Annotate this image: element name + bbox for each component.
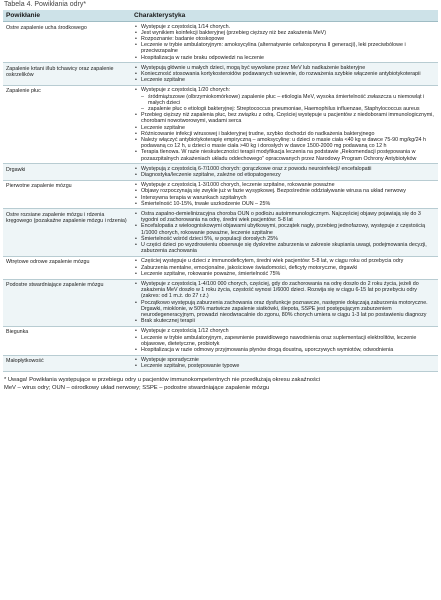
list-item: • Konieczność stosowania kortykosteroidów podawanych wziewnie, do rozważenia szybkie włączenie antybiotykoterapii (134, 71, 435, 77)
characteristics-list (134, 65, 435, 84)
complication-characteristics (131, 63, 438, 86)
complication-characteristics (131, 180, 438, 209)
list-item: • Występują głównie u małych dzieci, mogą być wywołane przez MeV lub nadkażenie bakteryjne (134, 65, 435, 71)
list-item: • Leczenie szpitalne, rokowanie poważne, śmiertelność 75% (134, 271, 435, 277)
header-complication: Powikłanie (3, 10, 131, 22)
complication-name: Zapalenie krtani i/lub tchawicy oraz zapalenie oskrzelików (3, 63, 131, 86)
complication-characteristics (131, 326, 438, 355)
list-item: • Hospitalizacja w razie odmowy przyjmowania płynów drogą doustną, uporczywych wymiotów, odwodnienia (134, 347, 435, 353)
list-item: • Encefalopatia z wieloogniskowymi objawami ubytkowymi, początek nagły, przebieg jednofazowy, występuje z częstością 1/1000 chorych, rokowanie poważne, leczenie szpitalne (134, 223, 435, 235)
complication-name: Wtrętowe odrowe zapalenie mózgu (3, 256, 131, 279)
table-row (3, 180, 438, 209)
sub-list-item: – zapalenie płuc o etiologii bakteryjnej: Streptococcus pneumoniae, Haemophilus influenzae, Staphylococcus aureus (134, 106, 435, 112)
list-item: • Brak skutecznej terapii (134, 318, 435, 324)
table-caption: Tabela 4. Powikłania odry* (4, 1, 87, 8)
characteristics-list (134, 328, 435, 353)
table-row (3, 85, 438, 163)
table-row (3, 209, 438, 256)
list-item: • Śmiertelność 10-15%, trwałe uszkodzenie OUN – 25% (134, 201, 435, 207)
list-item: • Występuje z częstością 1/14 chorych. (134, 24, 435, 30)
complication-characteristics (131, 209, 438, 256)
complication-name: Podostre stwardniające zapalenie mózgu (3, 279, 131, 326)
list-item: • Występuje z częstością 1-4/100 000 chorych, częściej, gdy do zachorowania na odrę doszło do 2 roku życia, jeżeli do zakażenia MeV doszło w 1 roku życia, częstość wynosi 1/6000 dzieci. Rozwija się w ciągu 6-15 lat po przebyciu odry (zakres: od 1 m.ż. do 27 r.ż.) (134, 281, 435, 300)
list-item: • Jest wynikiem koinfekcji bakteryjnej (przebieg cięższy niż bez zakażenia MeV) (134, 30, 435, 36)
sub-list-item: – śródmiąższowe (olbrzymiokomórkowe) zapalenie płuc – etiologia MeV, wysoka śmiertelność zwłaszcza u niemowląt i małych dzieci (134, 94, 435, 106)
footnote-abbreviations: MeV – wirus odry; OUN – ośrodkowy układ nerwowy; SSPE – podostre stwardniające zapalenie mózgu (4, 384, 270, 391)
table-row (3, 326, 438, 355)
complication-name: Pierwotne zapalenie mózgu (3, 180, 131, 209)
list-item: • Występuje z częstością 1/12 chorych (134, 328, 435, 334)
characteristics-list (134, 357, 435, 369)
list-item: • Terapia tlenowa. W razie nieskuteczności terapii modyfikacja leczenia na podstawie „Rekomendacji postępowania w pozaszpitalnych zakażeniach układu oddechowego” opracowanych przez Narodowy Program Ochrony Antybiotyków (134, 149, 435, 161)
footnote-immunocompetent: * Uwaga! Powikłania występujące w przebiegu odry u pacjentów immunokompetentnych nie przedłużają okresu zakaźności (4, 377, 321, 384)
characteristics-list (134, 24, 435, 61)
table-row (3, 256, 438, 279)
table-row (3, 164, 438, 180)
list-item: • Śmiertelność wśród dzieci 5%, w populacji dorosłych 25% (134, 236, 435, 242)
characteristics-list (134, 87, 435, 161)
list-item: • Różnicowanie infekcji wirusowej i bakteryjnej trudne, szybko dochodzi do nadkażenia bakteryjnego (134, 131, 435, 137)
complication-characteristics (131, 279, 438, 326)
list-item: • Występuje sporadycznie (134, 357, 435, 363)
complication-characteristics (131, 85, 438, 163)
list-item: • Leczenie w trybie ambulatoryjnym: amoksycylina (alternatywnie cefalosporyna II generacji), leki przeciwbólowe i przeciwzapalne (134, 42, 435, 54)
complication-characteristics (131, 164, 438, 180)
list-item: • Występuje z częstością 1/20 chorych: (134, 87, 435, 93)
complication-name: Biegunka (3, 326, 131, 355)
table-row (3, 22, 438, 63)
table-row (3, 355, 438, 371)
list-item: • Hospitalizacja w razie braku odpowiedzi na leczenie (134, 55, 435, 61)
table-header-row (3, 10, 438, 22)
complication-characteristics (131, 355, 438, 371)
list-item: • Objawy rozpoczynają się zwykle już w fazie wysypkowej. Bezpośrednie oddziaływanie wirusa na układ nerwowy (134, 188, 435, 194)
list-item: • Leczenie szpitalne (134, 125, 435, 131)
complication-name: Ostre zapalenie ucha środkowego (3, 22, 131, 63)
list-item: • Diagnostyka/leczenie szpitalne, zależne od etiopatogenezy (134, 172, 435, 178)
list-item: • U części dzieci po wyzdrowieniu obserwuje się dyskretne zaburzenia w zakresie skupiania uwagi, podejmowania decyzji, zaburzenia zachowania (134, 242, 435, 254)
list-item: • Leczenie w trybie ambulatoryjnym, zapewnienie prawidłowego nawodnienia oraz suplementacji elektrolitów, leczenie objawowe, dietetyczne, probiotyk (134, 335, 435, 347)
list-item: • Przebieg cięższy niż zapalenia płuc, bez związku z odrą. Częściej występuje u pacjentów z niedoborami immunologicznymi, chorobami nowotworowymi, wadami serca (134, 112, 435, 124)
characteristics-list (134, 258, 435, 277)
list-item: • Należy włączyć antybiotykoterapię empiryczną – amoksycylinę: u dzieci o masie ciała <40 kg w dawce 75-90 mg/kg/24 h podawaną co 12 h, u dzieci o masie ciała >40 kg i dorosłych w dawce 1500-2000 mg podawaną co 12 h (134, 137, 435, 149)
complication-name: Drgawki (3, 164, 131, 180)
list-item: • Leczenie szpitalne, postępowanie typowe (134, 363, 435, 369)
list-item: • Rozpoznanie: badanie otoskopowe (134, 36, 435, 42)
characteristics-list (134, 281, 435, 324)
table-row (3, 279, 438, 326)
list-item: • Ostra zapalno-demielinizacyjna choroba OUN o podłożu autoimmunologicznym. Najczęściej objawy pojawiają się do 3 tygodni od zachorowania na odrę, średni wiek pacjentów: 5-8 lat (134, 211, 435, 223)
characteristics-list (134, 182, 435, 207)
list-item: • Początkowo występują zaburzenia zachowania oraz dysfunkcje poznawcze, następnie dołączają zaburzenia motoryczne. Drgawki, miokloniе, w 50% martwicze zapalenie siatkówki, ślepota, SSPE jest postępującym zaburzeniem neurodegeneracyjnym, prowadzi nieodwracalnie do zgonu, 80% chorych umiera w ciągu 1-3 lat po postawieniu diagnozy (134, 300, 435, 319)
complication-characteristics (131, 256, 438, 279)
complication-name: Ostre rozsiane zapalenie mózgu i rdzenia kręgowego (pozakaźne zapalenie mózgu i rdzenia) (3, 209, 131, 256)
header-characteristics: Charakterystyka (131, 10, 438, 22)
list-item: • Występuje z częstością 1-3/1000 chorych, leczenie szpitalne, rokowanie poważne (134, 182, 435, 188)
complication-name: Małopłytkowość (3, 355, 131, 371)
complications-table (3, 10, 438, 372)
list-item: • Zaburzenia mentalne, emocjonalne, jakościowe świadomości, deficyty motoryczne, drgawki (134, 265, 435, 271)
table-row (3, 63, 438, 86)
list-item: • Leczenie szpitalne (134, 77, 435, 83)
list-item: • Występują z częstością 6-7/1000 chorych: gorączkowe oraz z powodu neuroinfekcji/ encefalopatii (134, 166, 435, 172)
characteristics-list (134, 211, 435, 254)
complication-characteristics (131, 22, 438, 63)
characteristics-list (134, 166, 435, 178)
list-item: • Intensywna terapia w warunkach szpitalnych (134, 195, 435, 201)
footnotes (3, 377, 438, 392)
table-body (3, 22, 438, 372)
list-item: • Częściej występuje u dzieci z immunodeficytem, średni wiek pacjentów: 5-8 lat, w ciągu roku od przebycia odry (134, 258, 435, 264)
complication-name: Zapalenie płuc (3, 85, 131, 163)
